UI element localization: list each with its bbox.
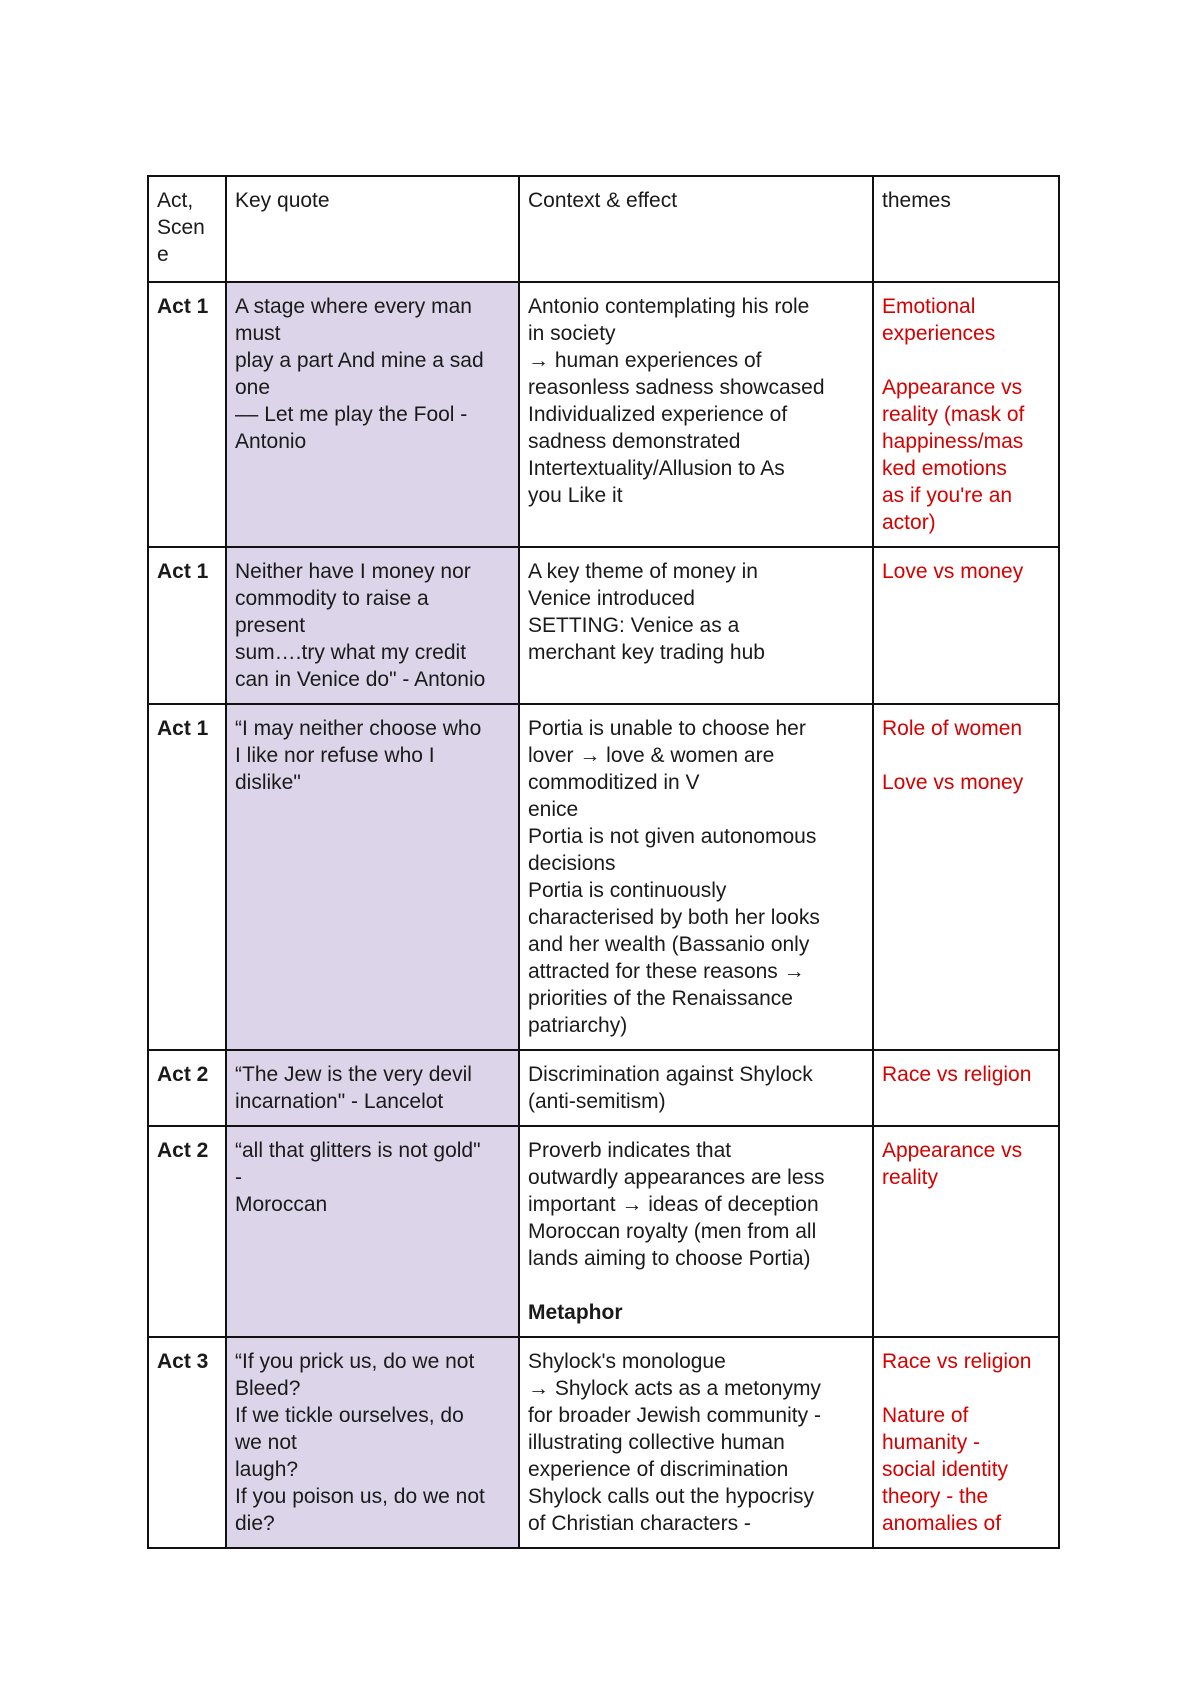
context-effect-cell-line: Portia is continuously [528, 879, 727, 902]
header-context-effect [519, 176, 873, 282]
key-quote-cell-line: can in Venice do" - Antonio [235, 668, 486, 691]
context-effect-cell-line: Antonio contemplating his role [528, 295, 810, 318]
context-effect-cell-line: attracted for these reasons → [528, 960, 805, 983]
header-key-quote-text: Key quote [235, 189, 330, 212]
key-quote-cell-line: we not [235, 1431, 297, 1454]
themes-cell [873, 704, 1059, 1050]
key-quote-cell [226, 704, 519, 1050]
study-notes-table [147, 175, 1060, 1549]
key-quote-cell-line: “I may neither choose who [235, 717, 482, 740]
key-quote-cell [226, 1126, 519, 1337]
themes-cell-line: experiences [882, 322, 996, 345]
context-effect-cell-line: Shylock calls out the hypocrisy [528, 1485, 814, 1508]
themes-cell-line: Love vs money [882, 771, 1024, 794]
header-themes-text: themes [882, 189, 951, 212]
context-effect-cell-line: reasonless sadness showcased [528, 376, 825, 399]
act-scene-cell [148, 1050, 226, 1126]
key-quote-cell [226, 1050, 519, 1126]
themes-cell-line: Appearance vs [882, 1139, 1023, 1162]
key-quote-cell-line: If you poison us, do we not [235, 1485, 485, 1508]
key-quote-cell-line: play a part And mine a sad [235, 349, 484, 372]
context-effect-cell [519, 547, 873, 704]
key-quote-cell-line: Bleed? [235, 1377, 301, 1400]
key-quote-cell-line: Antonio [235, 430, 307, 453]
key-quote-cell [226, 1337, 519, 1548]
context-effect-cell-line: Portia is unable to choose her [528, 717, 806, 740]
key-quote-cell-line: laugh? [235, 1458, 299, 1481]
line-gap [882, 742, 1050, 769]
context-effect-cell [519, 1050, 873, 1126]
context-effect-cell-line: (anti-semitism) [528, 1090, 666, 1113]
context-effect-cell-line: Discrimination against Shylock [528, 1063, 813, 1086]
key-quote-cell-line: A stage where every man [235, 295, 472, 318]
context-effect-cell-line: lover → love & women are [528, 744, 775, 767]
act-scene-cell-text: Act 3 [157, 1350, 209, 1373]
context-effect-cell-line: important → ideas of deception [528, 1193, 819, 1216]
themes-cell [873, 282, 1059, 547]
context-effect-cell [519, 704, 873, 1050]
themes-cell-line: ked emotions [882, 457, 1007, 480]
themes-cell-line: as if you're an [882, 484, 1013, 507]
context-effect-cell-line: sadness demonstrated [528, 430, 741, 453]
context-effect-cell-line: Venice introduced [528, 587, 695, 610]
themes-cell-line: Race vs religion [882, 1350, 1032, 1373]
context-effect-cell-line: illustrating collective human [528, 1431, 785, 1454]
themes-cell [873, 547, 1059, 704]
context-effect-cell-line: → Shylock acts as a metonymy [528, 1377, 821, 1400]
context-effect-cell-line: Proverb indicates that [528, 1139, 732, 1162]
act-scene-cell [148, 282, 226, 547]
themes-cell-line: Appearance vs [882, 376, 1023, 399]
themes-cell-line: anomalies of [882, 1512, 1002, 1535]
table-row [148, 282, 1059, 547]
context-effect-cell-line: lands aiming to choose Portia) [528, 1247, 811, 1270]
key-quote-cell [226, 547, 519, 704]
line-gap [882, 1375, 1050, 1402]
key-quote-cell-line: I like nor refuse who I [235, 744, 435, 767]
themes-cell-line: Race vs religion [882, 1063, 1032, 1086]
context-effect-cell [519, 1126, 873, 1337]
key-quote-cell-line: –– Let me play the Fool - [235, 403, 468, 426]
header-context-effect-text: Context & effect [528, 189, 678, 212]
context-effect-cell-line: characterised by both her looks [528, 906, 820, 929]
context-effect-cell-line: Moroccan royalty (men from all [528, 1220, 817, 1243]
themes-cell-line: Nature of [882, 1404, 969, 1427]
act-scene-cell-text: Act 2 [157, 1063, 209, 1086]
themes-cell-line: happiness/mas [882, 430, 1024, 453]
context-effect-cell-line: SETTING: Venice as a [528, 614, 740, 637]
header-themes [873, 176, 1059, 282]
context-effect-cell-line: merchant key trading hub [528, 641, 765, 664]
context-effect-cell [519, 1337, 873, 1548]
themes-cell-line: social identity [882, 1458, 1009, 1481]
table-row [148, 704, 1059, 1050]
key-quote-cell-line: die? [235, 1512, 275, 1535]
act-scene-cell [148, 704, 226, 1050]
context-effect-cell-line: Metaphor [528, 1301, 623, 1324]
context-effect-cell-line: Shylock's monologue [528, 1350, 726, 1373]
themes-cell [873, 1337, 1059, 1548]
act-scene-cell [148, 547, 226, 704]
context-effect-cell-line: → human experiences of [528, 349, 762, 372]
themes-cell-line: Role of women [882, 717, 1023, 740]
key-quote-cell-line: dislike" [235, 771, 301, 794]
table-row [148, 1126, 1059, 1337]
context-effect-cell-line: patriarchy) [528, 1014, 628, 1037]
context-effect-cell [519, 282, 873, 547]
key-quote-cell-line: If we tickle ourselves, do [235, 1404, 464, 1427]
context-effect-cell-line: in society [528, 322, 616, 345]
key-quote-cell-line: sum….try what my credit [235, 641, 467, 664]
header-act-scene [148, 176, 226, 282]
table-row [148, 1337, 1059, 1548]
line-gap [528, 1272, 864, 1299]
context-effect-cell-line: for broader Jewish community - [528, 1404, 821, 1427]
context-effect-cell-line: outwardly appearances are less [528, 1166, 825, 1189]
act-scene-cell-text: Act 1 [157, 717, 209, 740]
table-row [148, 547, 1059, 704]
key-quote-cell [226, 282, 519, 547]
key-quote-cell-line: incarnation" - Lancelot [235, 1090, 444, 1113]
context-effect-cell-line: commoditized in V [528, 771, 700, 794]
table-header-row [148, 176, 1059, 282]
key-quote-cell-line: must [235, 322, 281, 345]
themes-cell-line: reality (mask of [882, 403, 1025, 426]
themes-cell-line: theory - the [882, 1485, 989, 1508]
key-quote-cell-line: “If you prick us, do we not [235, 1350, 475, 1373]
context-effect-cell-line: Portia is not given autonomous [528, 825, 817, 848]
context-effect-cell-line: you Like it [528, 484, 623, 507]
themes-cell-line: Love vs money [882, 560, 1024, 583]
table-row [148, 1050, 1059, 1126]
header-key-quote [226, 176, 519, 282]
context-effect-cell-line: Individualized experience of [528, 403, 788, 426]
context-effect-cell-line: enice [528, 798, 579, 821]
context-effect-cell-line: Intertextuality/Allusion to As [528, 457, 785, 480]
act-scene-cell-text: Act 2 [157, 1139, 209, 1162]
themes-cell [873, 1050, 1059, 1126]
key-quote-cell-line: “The Jew is the very devil [235, 1063, 472, 1086]
key-quote-cell-line: present [235, 614, 306, 637]
header-act-scene-text: Act, Scen e [157, 189, 205, 266]
context-effect-cell-line: experience of discrimination [528, 1458, 789, 1481]
key-quote-cell-line: one [235, 376, 271, 399]
key-quote-cell-line: “all that glitters is not gold" [235, 1139, 481, 1162]
act-scene-cell [148, 1126, 226, 1337]
themes-cell-line: actor) [882, 511, 936, 534]
key-quote-cell-line: Neither have I money nor [235, 560, 471, 583]
context-effect-cell-line: priorities of the Renaissance [528, 987, 793, 1010]
line-gap [882, 347, 1050, 374]
context-effect-cell-line: decisions [528, 852, 616, 875]
context-effect-cell-line: and her wealth (Bassanio only [528, 933, 810, 956]
themes-cell [873, 1126, 1059, 1337]
key-quote-cell-line: commodity to raise a [235, 587, 429, 610]
themes-cell-line: Emotional [882, 295, 976, 318]
act-scene-cell-text: Act 1 [157, 560, 209, 583]
act-scene-cell-text: Act 1 [157, 295, 209, 318]
key-quote-cell-line: Moroccan [235, 1193, 328, 1216]
act-scene-cell [148, 1337, 226, 1548]
themes-cell-line: humanity - [882, 1431, 981, 1454]
context-effect-cell-line: of Christian characters - [528, 1512, 751, 1535]
context-effect-cell-line: A key theme of money in [528, 560, 758, 583]
themes-cell-line: reality [882, 1166, 939, 1189]
key-quote-cell-line: - [235, 1166, 242, 1189]
